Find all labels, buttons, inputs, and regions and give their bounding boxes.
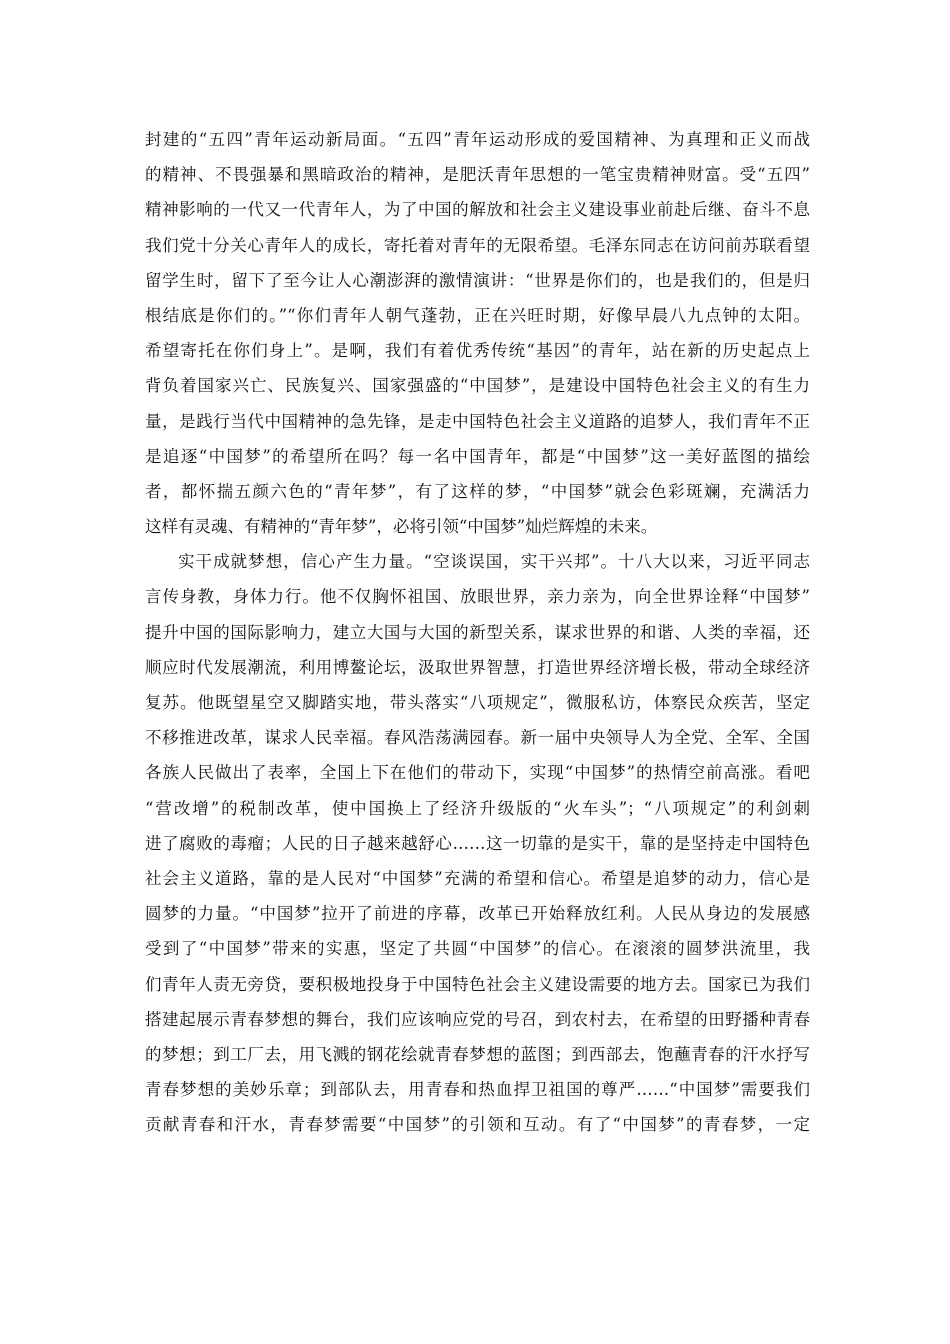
text-line: 我们党十分关心青年人的成长，寄托着对青年的无限希望。毛泽东同志在访问前苏联看望: [145, 235, 810, 255]
text-line: 希望寄托在你们身上”。是啊，我们有着优秀传统“基因”的青年，站在新的历史起点上: [145, 341, 810, 361]
text-line: 社会主义道路，靠的是人民对“中国梦”充满的希望和信心。希望是追梦的动力，信心是: [145, 868, 810, 888]
text-line: 提升中国的国际影响力，建立大国与大国的新型关系，谋求世界的和谐、人类的幸福，还: [145, 622, 810, 642]
text-line: 搭建起展示青春梦想的舞台，我们应该响应党的号召，到农村去，在希望的田野播种青春: [145, 1009, 810, 1029]
paragraph-start-line: 实干成就梦想，信心产生力量。“空谈误国，实干兴邦”。十八大以来，习近平同志: [178, 552, 810, 572]
body-text: [145, 122, 810, 1142]
text-line: 的梦想；到工厂去，用飞溅的钢花绘就青春梦想的蓝图；到西部去，饱蘸青春的汗水抒写: [145, 1044, 810, 1064]
text-line: 各族人民做出了表率，全国上下在他们的带动下，实现“中国梦”的热情空前高涨。看吧: [145, 763, 810, 783]
text-line: 的精神、不畏强暴和黑暗政治的精神，是肥沃青年思想的一笔宝贵精神财富。受“五四”: [145, 165, 810, 185]
text-line: 留学生时，留下了至今让人心潮澎湃的激情演讲：“世界是你们的，也是我们的，但是归: [145, 270, 810, 290]
text-line: 精神影响的一代又一代青年人，为了中国的解放和社会主义建设事业前赴后继、奋斗不息: [145, 200, 810, 220]
text-line: 言传身教，身体力行。他不仅胸怀祖国、放眼世界，亲力亲为，向全世界诠释“中国梦”: [145, 587, 810, 607]
text-line: 顺应时代发展潮流，利用博鳌论坛，汲取世界智慧，打造世界经济增长极，带动全球经济: [145, 657, 810, 677]
text-line: 受到了“中国梦”带来的实惠，坚定了共圆“中国梦”的信心。在滚滚的圆梦洪流里，我: [145, 939, 810, 959]
text-line: 复苏。他既望星空又脚踏实地，带头落实“八项规定”，微服私访，体察民众疾苦，坚定: [145, 693, 810, 712]
text-line: 们青年人责无旁贷，要积极地投身于中国特色社会主义建设需要的地方去。国家已为我们: [145, 974, 810, 994]
text-line: 量，是践行当代中国精神的急先锋，是走中国特色社会主义道路的追梦人，我们青年不正: [145, 411, 810, 431]
text-line: 背负着国家兴亡、民族复兴、国家强盛的“中国梦”，是建设中国特色社会主义的有生力: [145, 376, 810, 396]
text-line: 进了腐败的毒瘤；人民的日子越来越舒心……这一切靠的是实干，靠的是坚持走中国特色: [145, 833, 810, 853]
text-line: 圆梦的力量。“中国梦”拉开了前进的序幕，改革已开始释放红利。人民从身边的发展感: [145, 904, 810, 924]
text-line: 封建的“五四”青年运动新局面。“五四”青年运动形成的爱国精神、为真理和正义而战: [145, 130, 810, 149]
text-line: “营改增”的税制改革，使中国换上了经济升级版的“火车头”；“八项规定”的利剑刺: [145, 798, 810, 818]
text-line: 者，都怀揣五颜六色的“青年梦”，有了这样的梦，“中国梦”就会色彩斑斓，充满活力: [145, 481, 810, 501]
text-line: 根结底是你们的。”“你们青年人朝气蓬勃，正在兴旺时期，好像早晨八九点钟的太阳。: [145, 305, 810, 325]
text-line: 青春梦想的美妙乐章；到部队去，用青春和热血捍卫祖国的尊严……“中国梦”需要我们: [145, 1080, 810, 1100]
text-line: 贡献青春和汗水，青春梦需要“中国梦”的引领和互动。有了“中国梦”的青春梦，一定: [145, 1115, 810, 1135]
paragraph-end-line: 这样有灵魂、有精神的“青年梦”，必将引领“中国梦”灿烂辉煌的未来。: [145, 517, 658, 537]
text-line: 不移推进改革，谋求人民幸福。春风浩荡满园春。新一届中央领导人为全党、全军、全国: [145, 728, 810, 748]
text-line: 是追逐“中国梦”的希望所在吗？每一名中国青年，都是“中国梦”这一美好蓝图的描绘: [145, 446, 810, 466]
